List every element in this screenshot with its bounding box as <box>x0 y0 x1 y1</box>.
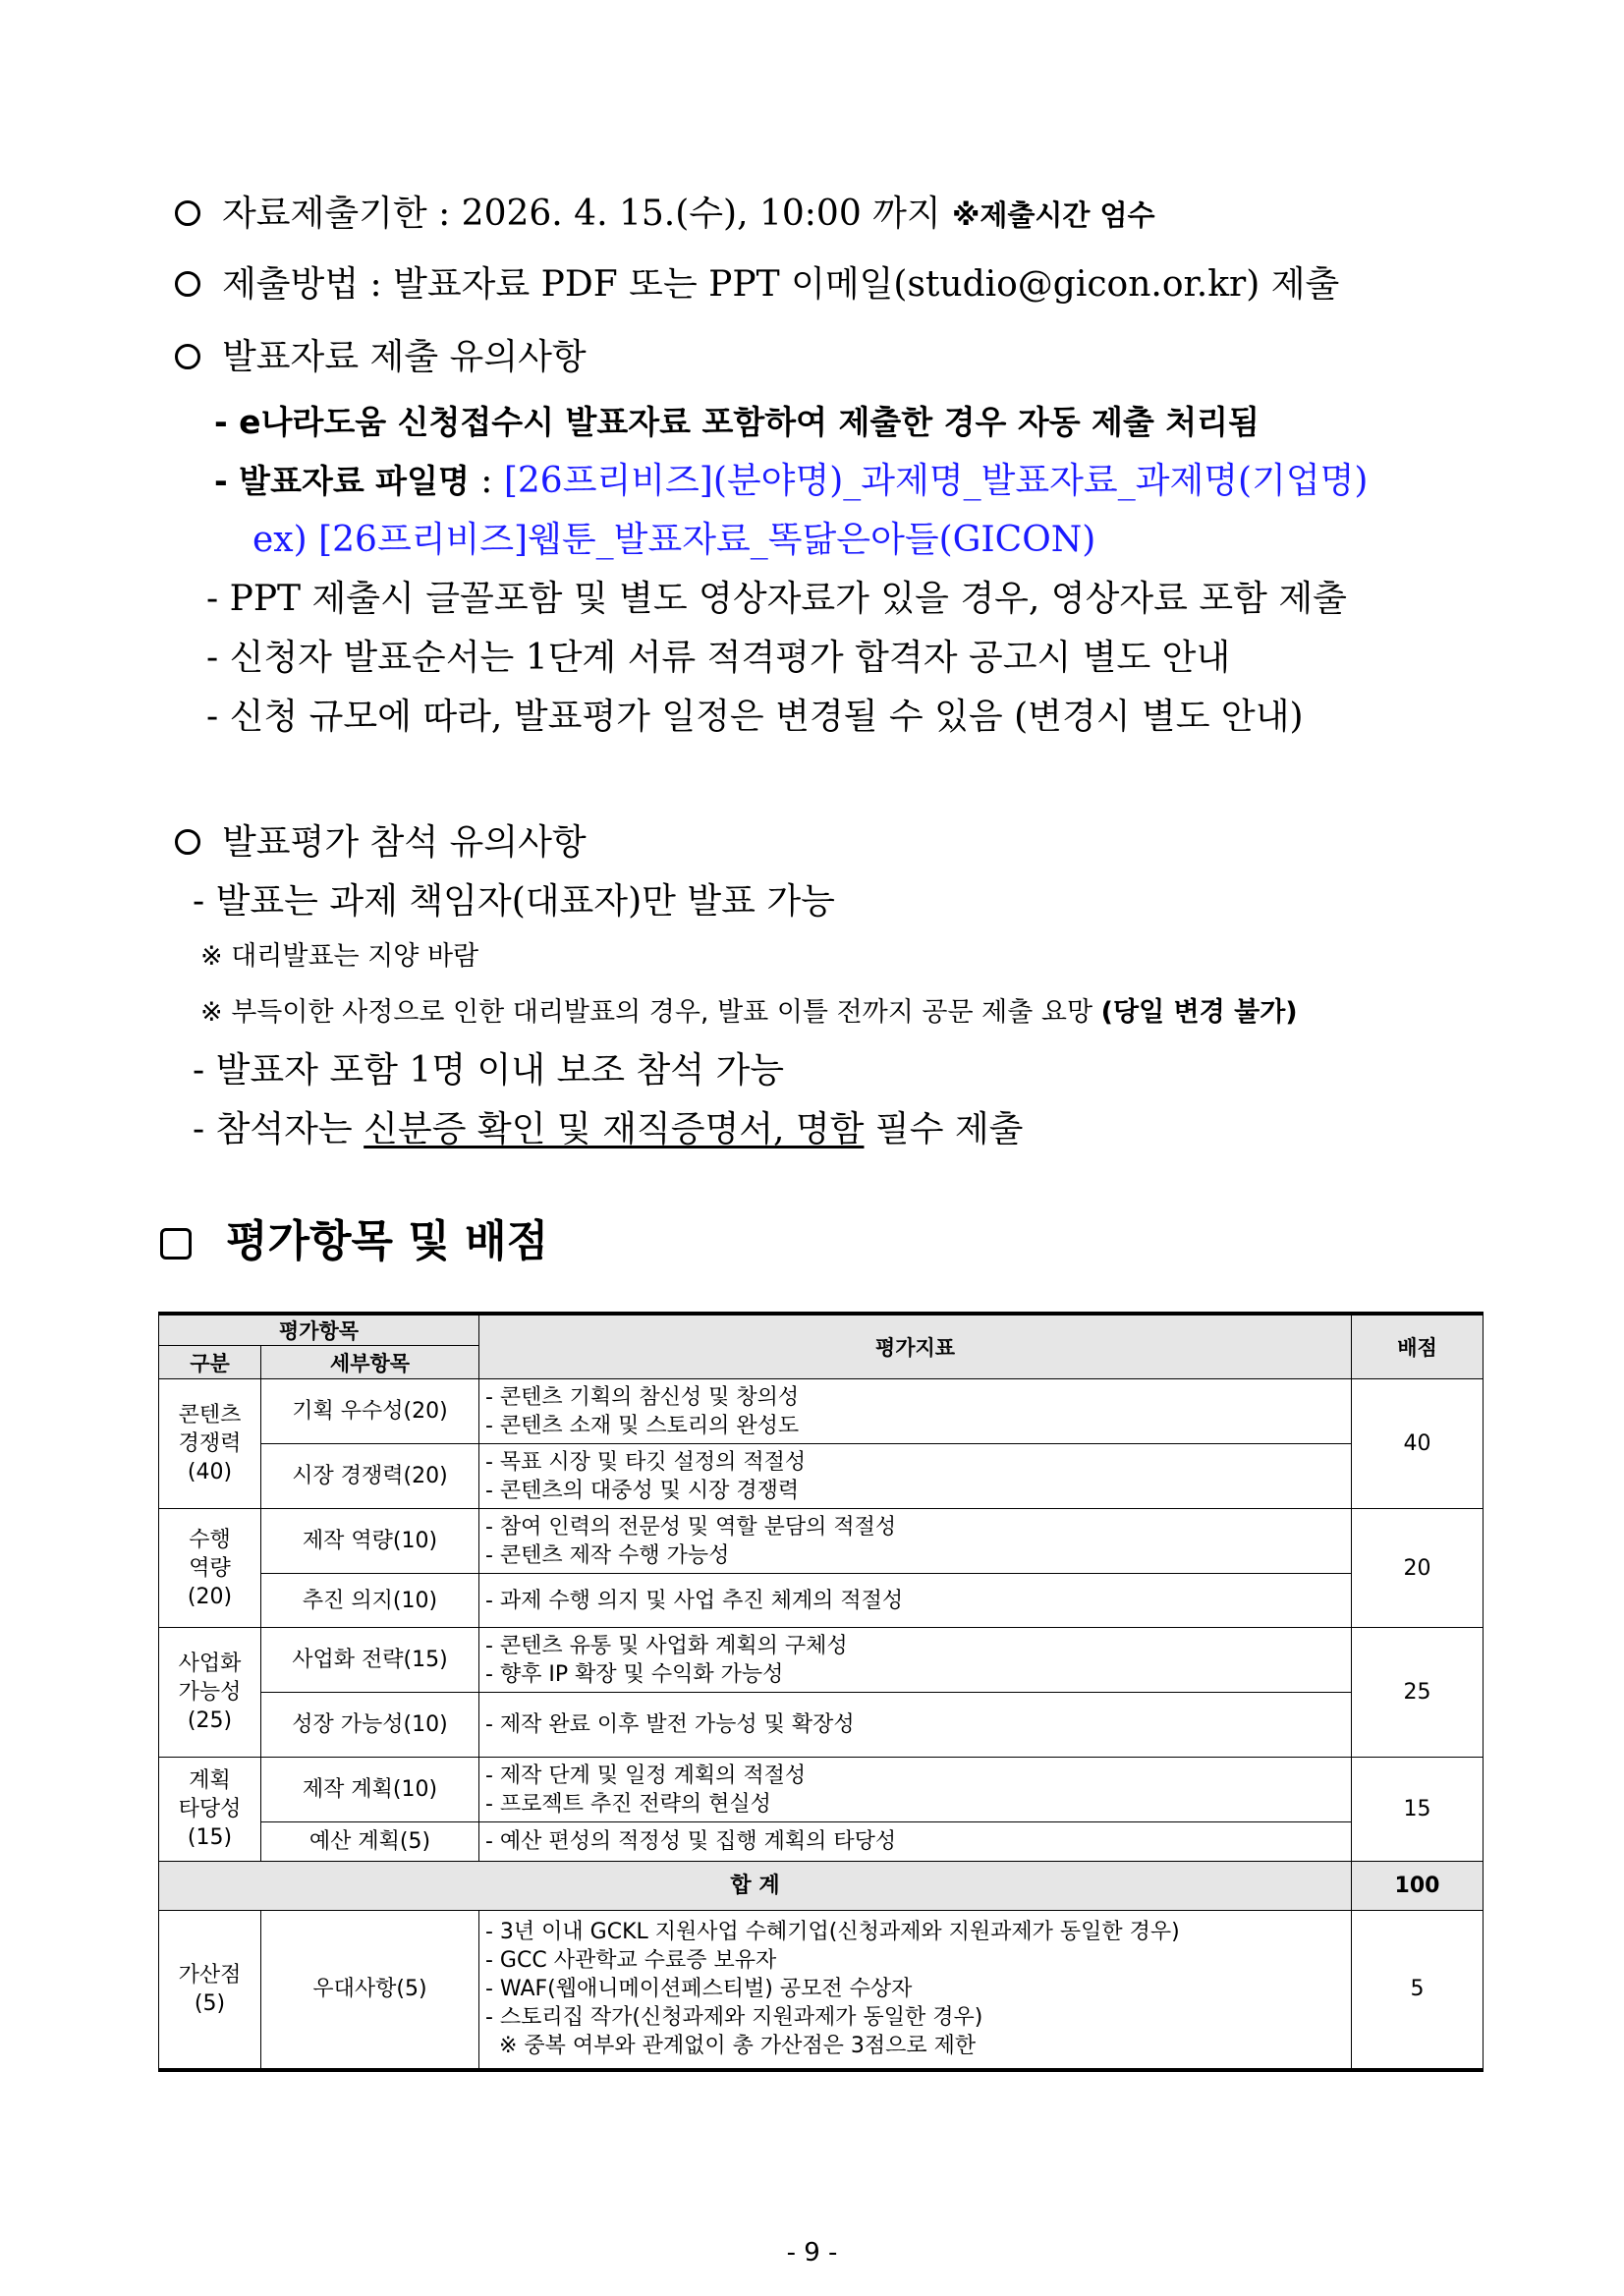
indicator-cell: - 예산 편성의 적정성 및 집행 계획의 타당성 <box>479 1822 1352 1862</box>
caution-item-1: - e나라도움 신청접수시 발표자료 포함하여 제출한 경우 자동 제출 처리됨 <box>214 403 1260 441</box>
method-line: 제출방법 : 발표자료 PDF 또는 PPT 이메일(studio@gicon.or.kr) 제출 <box>175 263 1339 307</box>
attend-item-3: - 참석자는 신분증 확인 및 재직증명서, 명함 필수 제출 <box>193 1109 1024 1149</box>
caution-item-2: - 발표자료 파일명 : [26프리비즈](분야명)_과제명_발표자료_과제명(기업명) <box>214 461 1369 501</box>
page-number: - 9 - <box>786 2238 838 2268</box>
attend-item-2: - 발표자 포함 1명 이내 보조 참석 가능 <box>193 1050 785 1091</box>
table-row <box>159 1693 1484 1758</box>
caution-item-4: - 신청자 발표순서는 1단계 서류 적격평가 합격자 공고시 별도 안내 <box>206 638 1231 678</box>
table-row <box>159 1758 1484 1822</box>
indicator-cell: - 콘텐츠 기획의 참신성 및 창의성 - 콘텐츠 소재 및 스토리의 완성도 <box>479 1379 1352 1444</box>
score-cell: 5 <box>1352 1911 1484 2070</box>
category-cell: 계획 타당성 (15) <box>159 1758 261 1862</box>
attend-note-1: ※ 대리발표는 지양 바람 <box>200 941 479 972</box>
sub-item-cell: 시장 경쟁력(20) <box>261 1444 479 1509</box>
table-row <box>159 1444 1484 1509</box>
circle-bullet-icon <box>175 200 200 226</box>
bonus-row <box>159 1911 1484 2070</box>
evaluation-table <box>158 1312 1484 2072</box>
circle-bullet-icon <box>175 344 200 369</box>
total-row <box>159 1862 1484 1911</box>
total-label: 합 계 <box>159 1862 1352 1911</box>
attend-note-2: ※ 부득이한 사정으로 인한 대리발표의 경우, 발표 이틀 전까지 공문 제출 요망 (당일 변경 불가) <box>200 997 1298 1028</box>
indicator-cell: - 제작 단계 및 일정 계획의 적절성 - 프로젝트 추진 전략의 현실성 <box>479 1758 1352 1822</box>
score-cell: 15 <box>1352 1758 1484 1862</box>
caution-item-5: - 신청 규모에 따라, 발표평가 일정은 변경될 수 있음 (변경시 별도 안내) <box>206 697 1304 737</box>
sub-item-cell: 제작 역량(10) <box>261 1509 479 1574</box>
header-sub-item: 세부항목 <box>261 1346 479 1379</box>
indicator-cell: - 3년 이내 GCKL 지원사업 수혜기업(신청과제와 지원과제가 동일한 경우) - GCC 사관학교 수료증 보유자 - WAF(웹애니메이션페스티벌) 공모전 수상자 - 스토리집 작가(신청과제와 지원과제가 동일한 경우) ※ 중복 여부와 관계없이 총 가산점은 3점으로 제한 <box>479 1911 1352 2070</box>
score-cell: 40 <box>1352 1379 1484 1509</box>
indicator-cell: - 제작 완료 이후 발전 가능성 및 확장성 <box>479 1693 1352 1758</box>
attend-item-1: - 발표는 과제 책임자(대표자)만 발표 가능 <box>193 881 835 922</box>
category-cell: 수행 역량 (20) <box>159 1509 261 1628</box>
header-eval-items: 평가항목 <box>159 1314 479 1346</box>
filename-example: ex) [26프리비즈]웹툰_발표자료_똑닮은아들(GICON) <box>252 520 1096 560</box>
header-indicator: 평가지표 <box>479 1314 1352 1379</box>
score-cell: 25 <box>1352 1628 1484 1758</box>
deadline-strict-note: ※제출시간 엄수 <box>952 198 1155 232</box>
table-row <box>159 1379 1484 1444</box>
score-cell: 20 <box>1352 1509 1484 1628</box>
deadline-line: 자료제출기한 : 2026. 4. 15.(수), 10:00 까지 ※제출시간 엄수 <box>175 193 1155 237</box>
indicator-cell: - 참여 인력의 전문성 및 역할 분담의 적절성 - 콘텐츠 제작 수행 가능성 <box>479 1509 1352 1574</box>
table-row <box>159 1628 1484 1693</box>
section-title: 평가항목 및 배점 <box>226 1216 549 1266</box>
sub-item-cell: 예산 계획(5) <box>261 1822 479 1862</box>
table-row <box>159 1509 1484 1574</box>
category-cell: 콘텐츠 경쟁력 (40) <box>159 1379 261 1509</box>
section-square-icon <box>160 1228 192 1260</box>
total-score: 100 <box>1352 1862 1484 1911</box>
indicator-cell: - 목표 시장 및 타깃 설정의 적절성 - 콘텐츠의 대중성 및 시장 경쟁력 <box>479 1444 1352 1509</box>
category-cell: 가산점 (5) <box>159 1911 261 2070</box>
sub-item-cell: 추진 의지(10) <box>261 1574 479 1628</box>
category-cell: 사업화 가능성 (25) <box>159 1628 261 1758</box>
header-category: 구분 <box>159 1346 261 1379</box>
table-row <box>159 1822 1484 1862</box>
indicator-cell: - 과제 수행 의지 및 사업 추진 체계의 적절성 <box>479 1574 1352 1628</box>
table-row <box>159 1574 1484 1628</box>
sub-item-cell: 우대사항(5) <box>261 1911 479 2070</box>
circle-bullet-icon <box>175 271 200 297</box>
sub-item-cell: 제작 계획(10) <box>261 1758 479 1822</box>
sub-item-cell: 기획 우수성(20) <box>261 1379 479 1444</box>
caution-item-3: - PPT 제출시 글꼴포함 및 별도 영상자료가 있을 경우, 영상자료 포함 제출 <box>206 579 1347 619</box>
caution-title: 발표자료 제출 유의사항 <box>175 336 587 379</box>
sub-item-cell: 사업화 전략(15) <box>261 1628 479 1693</box>
indicator-cell: - 콘텐츠 유통 및 사업화 계획의 구체성 - 향후 IP 확장 및 수익화 가능성 <box>479 1628 1352 1693</box>
header-score: 배점 <box>1352 1314 1484 1379</box>
sub-item-cell: 성장 가능성(10) <box>261 1693 479 1758</box>
attend-title: 발표평가 참석 유의사항 <box>175 821 587 865</box>
required-documents: 신분증 확인 및 재직증명서, 명함 <box>364 1109 865 1149</box>
circle-bullet-icon <box>175 829 200 855</box>
filename-format: [26프리비즈](분야명)_과제명_발표자료_과제명(기업명) <box>503 461 1369 501</box>
